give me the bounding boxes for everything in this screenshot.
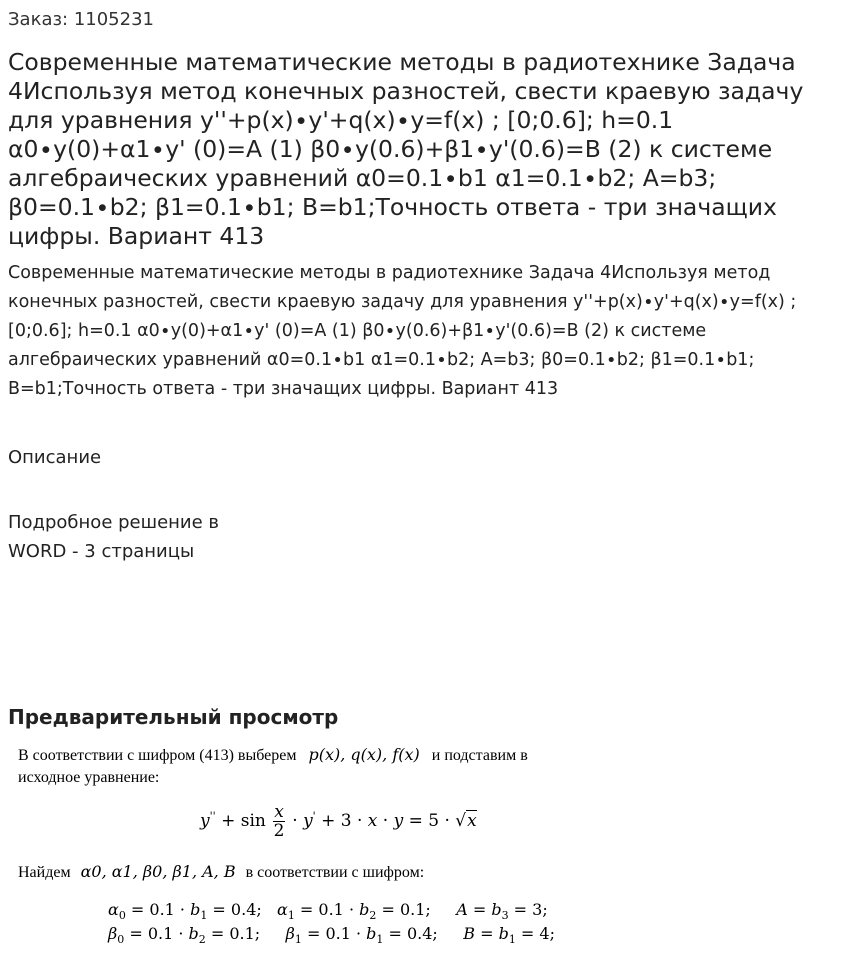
preview-intro-functions: p(x), q(x), f(x) — [308, 745, 420, 764]
page-title: Современные математические методы в радиотехнике Задача 4Используя метод конечных разностей, свести краевую задачу для уравнения y''+p(x)∙y'+q(x)∙y=f(x) ; [0;0.6]; h=0.1 α0∙y(0)+α1∙y' (0)=A (1) β0∙y(0.6)+β1∙y'(0.6)=B (2) к системе алгебраических уравнений α0=0.1∙b1 α1=0.1∙b2; A=b3; β0=0.1∙b2; β1=0.1∙b1; B=b1;Точность ответа - три значащих цифры. Вариант 413 — [8, 48, 804, 250]
equation-beta-line: $\beta_0 = 0.1 \cdot b_2 = 0.1$; $\beta_1 = 0.1 \cdot b_1 = 0.4$; $B = b_1 = 4$; — [108, 924, 555, 946]
preview-intro-text: В соответствии с шифром (413) выберем — [18, 747, 297, 764]
preview-find-rest: в соответствии с шифром: — [245, 864, 425, 881]
equation-alpha-line: $\alpha_0 = 0.1 \cdot b_1 = 0.4$; $\alpha_1 = 0.1 \cdot b_2 = 0.1$; $A = b_3 = 3$; — [108, 900, 548, 922]
preview-intro-substitute: и подставим в — [431, 747, 528, 764]
preview-intro-line — [18, 745, 528, 765]
document-preview — [0, 735, 847, 964]
preview-intro-line-2: исходное уравнение: — [18, 769, 160, 786]
description-heading: Описание — [8, 447, 102, 468]
preview-find-text: Найдем — [18, 864, 71, 881]
solution-details: Подробное решение в WORD - 3 страницы — [8, 512, 220, 562]
order-number: Заказ: 1105231 — [8, 9, 154, 30]
preview-find-variables: α0, α1, β0, β1, A, B — [80, 862, 236, 881]
equation-main: y'' + sin $\frac{x}{2}$ · y' + 3 · x · y = 5 · √x — [200, 802, 477, 841]
preview-heading: Предварительный просмотр — [8, 705, 339, 729]
preview-find-line — [18, 862, 424, 882]
product-description: Современные математические методы в радиотехнике Задача 4Используя метод конечных разностей, свести краевую задачу для уравнения y''+p(x)∙y'+q(x)∙y=f(x) ; [0;0.6]; h=0.1 α0∙y(0)+α1∙y' (0)=A (1) β0∙y(0.6)+β1∙y'(0.6)=B (2) к системе алгебраических уравнений α0=0.1∙b1 α1=0.1∙b2; A=b3; β0=0.1∙b2; β1=0.1∙b1; B=b1;Точность ответа - три значащих цифры. Вариант 413 — [8, 263, 797, 399]
